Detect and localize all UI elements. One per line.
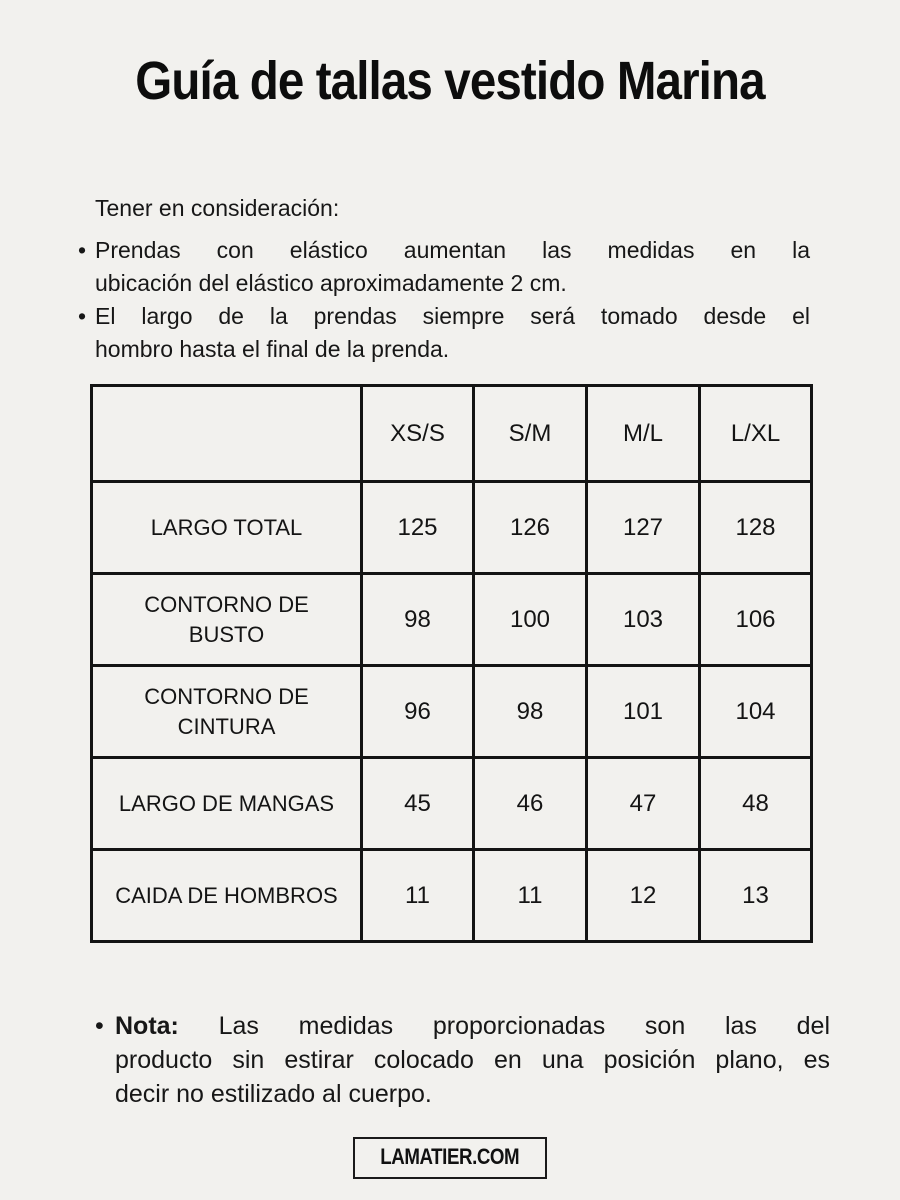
note-line: decir no estilizado al cuerpo. [115, 1080, 432, 1108]
measure-label: LARGO DE MANGAS [92, 758, 362, 850]
bullet-dot [95, 1009, 104, 1043]
consideration-line: ubicación del elástico aproximadamente 2 cm. [95, 270, 567, 296]
measure-value: 98 [474, 666, 587, 758]
brand-label: LAMATIER.COM [380, 1144, 520, 1169]
measure-value: 47 [587, 758, 700, 850]
considerations-section [80, 192, 810, 366]
consideration-line: Prendas con elástico aumentan las medidas en la [95, 237, 810, 263]
measure-value: 46 [474, 758, 587, 850]
measure-label: LARGO TOTAL [92, 482, 362, 574]
measure-value: 11 [474, 850, 587, 942]
measure-value: 100 [474, 574, 587, 666]
measure-value: 126 [474, 482, 587, 574]
considerations-list [80, 234, 810, 366]
size-table-corner-cell [92, 386, 362, 482]
note-label: Nota: [115, 1012, 179, 1040]
measure-value: 106 [700, 574, 812, 666]
measure-value: 11 [362, 850, 474, 942]
size-table-header-row [92, 386, 812, 482]
size-table [90, 384, 813, 943]
note-line: producto sin estirar colocado en una posición plano, es [115, 1046, 830, 1074]
measure-value: 101 [587, 666, 700, 758]
measure-value: 127 [587, 482, 700, 574]
size-column-header: XS/S [362, 386, 474, 482]
note-line [115, 1009, 830, 1043]
table-row [92, 758, 812, 850]
consideration-item [80, 300, 810, 366]
table-row [92, 482, 812, 574]
note-item [95, 1009, 830, 1111]
measure-value: 45 [362, 758, 474, 850]
footer [0, 1137, 900, 1179]
note-line-text: Las medidas proporcionadas son las del [218, 1012, 831, 1040]
size-column-header: S/M [474, 386, 587, 482]
size-column-header: M/L [587, 386, 700, 482]
measure-value: 12 [587, 850, 700, 942]
measure-value: 103 [587, 574, 700, 666]
table-row [92, 574, 812, 666]
measure-value: 125 [362, 482, 474, 574]
page-title: Guía de tallas vestido Marina [135, 51, 765, 111]
bullet-dot [78, 234, 86, 267]
measure-value: 96 [362, 666, 474, 758]
measure-value: 104 [700, 666, 812, 758]
measure-value: 48 [700, 758, 812, 850]
consideration-line: hombro hasta el final de la prenda. [95, 336, 450, 362]
measure-value: 98 [362, 574, 474, 666]
measure-label: CAIDA DE HOMBROS [92, 850, 362, 942]
table-row [92, 666, 812, 758]
measure-label: CONTORNO DE CINTURA [92, 666, 362, 758]
measure-label: CONTORNO DE BUSTO [92, 574, 362, 666]
table-row [92, 850, 812, 942]
bullet-dot [78, 300, 86, 333]
size-column-header: L/XL [700, 386, 812, 482]
measure-value: 128 [700, 482, 812, 574]
considerations-heading: Tener en consideración: [95, 195, 340, 221]
note-section [95, 1009, 830, 1111]
consideration-line: El largo de la prendas siempre será tomado desde el [95, 303, 810, 329]
brand-box [353, 1137, 546, 1179]
consideration-item [80, 234, 810, 300]
measure-value: 13 [700, 850, 812, 942]
